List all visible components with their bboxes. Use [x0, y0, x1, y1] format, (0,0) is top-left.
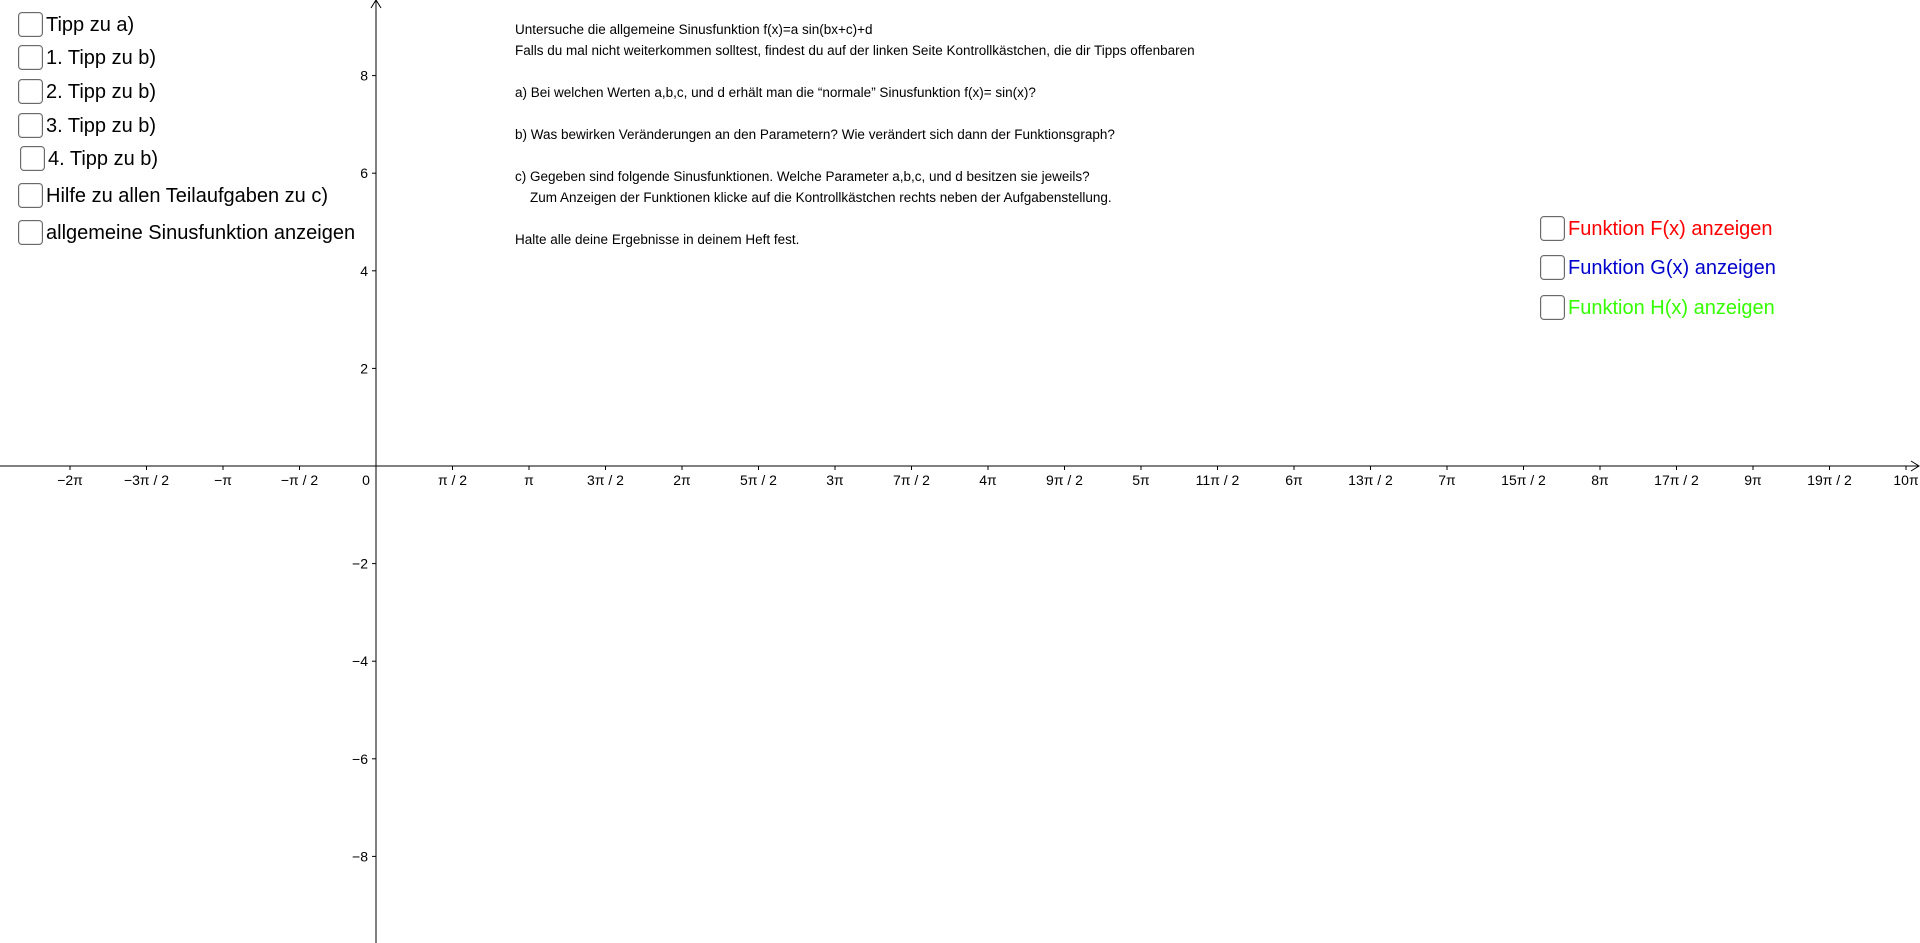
- checkbox-box[interactable]: [18, 113, 43, 138]
- task-final: Halte alle deine Ergebnisse in deinem Heft fest.: [515, 232, 800, 247]
- checkbox-funktion-h[interactable]: [1540, 295, 1775, 320]
- x-tick-label: −π: [214, 472, 232, 488]
- checkbox-label: 3. Tipp zu b): [46, 114, 157, 137]
- x-tick-label: 7π: [1438, 472, 1456, 488]
- x-tick-label: 4π: [979, 472, 997, 488]
- checkbox-box[interactable]: [18, 183, 43, 208]
- x-tick-label: π: [524, 472, 534, 488]
- x-tick-label: 13π / 2: [1348, 472, 1393, 488]
- checkbox-box[interactable]: [1540, 295, 1565, 320]
- x-tick-label: 7π / 2: [893, 472, 930, 488]
- x-tick-label: 3π / 2: [587, 472, 624, 488]
- checkbox-allgemeine-sinusfunktion[interactable]: [18, 220, 355, 245]
- checkbox-tipp-b2[interactable]: [18, 79, 156, 104]
- y-tick-label: −8: [352, 848, 368, 865]
- task-intro-line2: Falls du mal nicht weiterkommen solltest, findest du auf der linken Seite Kontrollkästchen, die dir Tipps offenbaren: [515, 43, 1195, 58]
- y-tick-label: 8: [360, 67, 368, 84]
- checkbox-label: 4. Tipp zu b): [48, 147, 159, 170]
- checkbox-tipp-b1[interactable]: [18, 45, 156, 70]
- x-tick-label: 0: [362, 472, 370, 488]
- x-tick-label: 5π / 2: [740, 472, 777, 488]
- x-tick-label: 3π: [826, 472, 844, 488]
- y-tick-label: −2: [352, 555, 368, 572]
- checkbox-funktion-g[interactable]: [1540, 255, 1776, 280]
- x-tick-label: 6π: [1285, 472, 1303, 488]
- checkbox-label: Hilfe zu allen Teilaufgaben zu c): [46, 184, 329, 207]
- checkbox-box[interactable]: [20, 146, 45, 171]
- x-tick-label: 8π: [1591, 472, 1609, 488]
- checkbox-tipp-b3[interactable]: [18, 113, 156, 138]
- task-a: a) Bei welchen Werten a,b,c, und d erhält man die “normale” Sinusfunktion f(x)= sin(x)?: [515, 85, 1036, 100]
- y-tick-label: −6: [352, 750, 368, 767]
- checkbox-hilfe-c[interactable]: [18, 183, 328, 208]
- x-tick-label: 10π: [1893, 472, 1919, 488]
- x-tick-label: −2π: [57, 472, 83, 488]
- checkbox-box[interactable]: [1540, 255, 1565, 280]
- checkbox-box[interactable]: [18, 45, 43, 70]
- checkbox-label: 1. Tipp zu b): [46, 46, 157, 69]
- x-tick-label: 19π / 2: [1807, 472, 1852, 488]
- y-tick-label: −4: [352, 653, 368, 670]
- task-intro-line1: Untersuche die allgemeine Sinusfunktion f(x)=a sin(bx+c)+d: [515, 22, 873, 37]
- checkbox-box[interactable]: [1540, 216, 1565, 241]
- x-tick-label: 2π: [673, 472, 691, 488]
- x-tick-label: 5π: [1132, 472, 1150, 488]
- checkbox-label: 2. Tipp zu b): [46, 80, 157, 103]
- y-tick-label: 4: [360, 262, 368, 279]
- y-tick-label: 6: [360, 165, 368, 182]
- task-b: b) Was bewirken Veränderungen an den Parametern? Wie verändert sich dann der Funktionsgraph?: [515, 127, 1115, 142]
- checkbox-box[interactable]: [18, 79, 43, 104]
- y-tick-label: 2: [360, 360, 368, 377]
- x-tick-label: 17π / 2: [1654, 472, 1699, 488]
- task-c-line1: c) Gegeben sind folgende Sinusfunktionen. Welche Parameter a,b,c, und d besitzen sie jeweils?: [515, 169, 1090, 184]
- x-tick-label: 11π / 2: [1195, 472, 1240, 488]
- x-tick-label: 9π: [1744, 472, 1762, 488]
- checkbox-box[interactable]: [18, 12, 43, 37]
- task-c-line2: Zum Anzeigen der Funktionen klicke auf die Kontrollkästchen rechts neben der Aufgabenstellung.: [530, 190, 1112, 205]
- checkbox-label-h: Funktion H(x) anzeigen: [1568, 296, 1775, 319]
- checkbox-label-f: Funktion F(x) anzeigen: [1568, 217, 1773, 240]
- checkbox-label: allgemeine Sinusfunktion anzeigen: [46, 221, 356, 244]
- x-tick-label: 15π / 2: [1501, 472, 1546, 488]
- checkbox-tipp-b4[interactable]: [20, 146, 158, 171]
- x-tick-label: 9π / 2: [1046, 472, 1083, 488]
- x-tick-label: −π / 2: [280, 472, 319, 488]
- checkbox-label-g: Funktion G(x) anzeigen: [1568, 256, 1776, 279]
- checkbox-funktion-f[interactable]: [1540, 216, 1773, 241]
- x-tick-label: π / 2: [437, 472, 468, 488]
- checkbox-label: Tipp zu a): [46, 13, 135, 36]
- x-tick-label: −3π / 2: [123, 472, 170, 488]
- checkbox-tipp-a[interactable]: [18, 12, 134, 37]
- checkbox-box[interactable]: [18, 220, 43, 245]
